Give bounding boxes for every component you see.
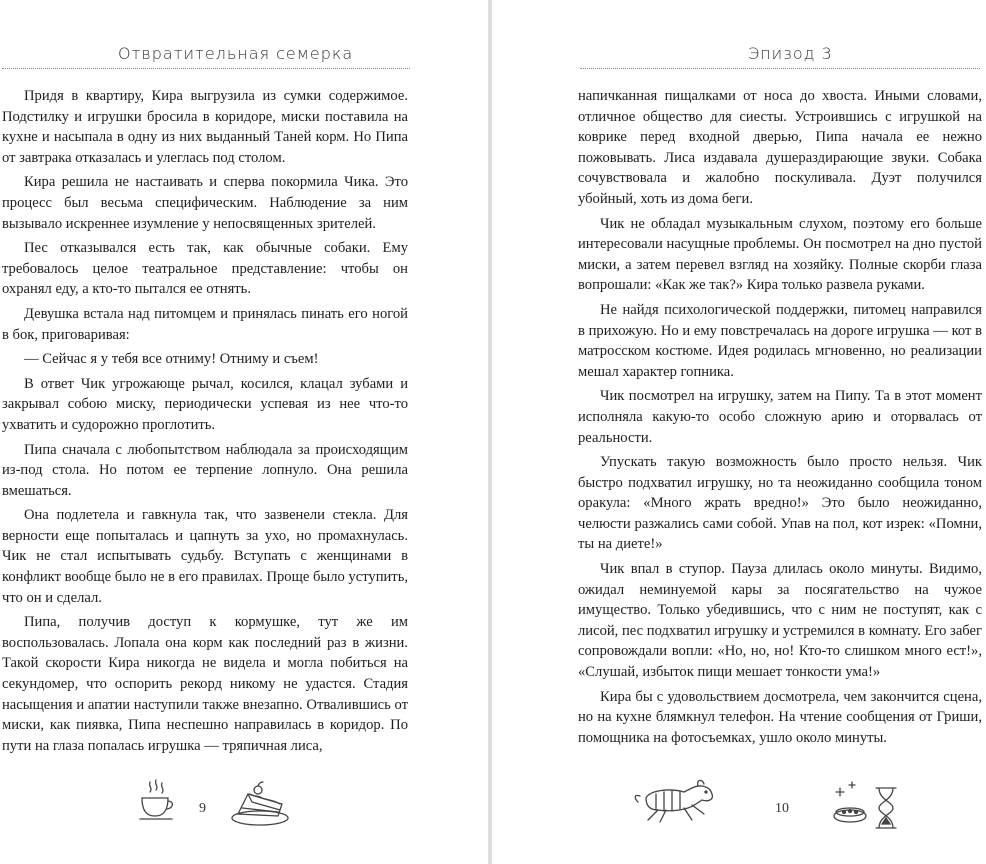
paragraph: Она подлетела и гавкнула так, что зазвенели стекла. Для верности еще попыталась и цапнуть за ухо, но промахнулась. Чик не стал испытывать судьбу. Вступать с женщинами в конфликт вообще было не в его правилах. Проще было уступить, что он и сделал. xyxy=(2,507,408,606)
header-dotted-rule xyxy=(580,68,980,69)
paragraph: Кира решила не настаивать и сперва покормила Чика. Это процесс был весьма специфическим. Наблюдение за ним вызывало искреннее изумление у непосвященных зрителей. xyxy=(2,174,408,232)
page-number-left: 9 xyxy=(199,801,206,816)
paragraph: — Сейчас я у тебя все отниму! Отниму и съем! xyxy=(24,351,319,368)
running-head-right: Эпизод 3 xyxy=(748,44,833,63)
paragraph: Упускать такую возможность было просто нельзя. Чик быстро подхватил игрушку, но та неожиданно сообщила тоном оракула: «Много жрать вредно!» Это было неожиданно, челюсти разжались сами собой. Упав на пол, кот изрек: «Помни, ты на диете!» xyxy=(578,454,982,553)
hourglass-icon xyxy=(874,786,898,830)
paragraph: Придя в квартиру, Кира выгрузила из сумки содержимое. Подстилку и игрушки бросила в коридоре, миски поставила на кухне и насыпала в одну из них выданный Таней корм. Но Пипа от завтрака отказалась и улеглась под столом. xyxy=(2,88,408,166)
page-number-right: 10 xyxy=(775,801,789,816)
paragraph: Пес отказывался есть так, как обычные собаки. Ему требовалось целое театральное представление: чтобы он охранял еду, а кто-то пытался ее отнять. xyxy=(2,240,408,298)
paragraph: напичканная пищалками от носа до хвоста. Иными словами, отличное общество для сиесты. Устроившись с игрушкой на коврике перед входной дверью, Пипа начала ее нежно пожовывать. Лиса издавала душераздирающие звуки. Собака сочувствовала и жалобно поскуливала. Дуэт получился убойный, хоть из дома беги. xyxy=(578,88,982,207)
running-dog-icon xyxy=(632,776,722,828)
paragraph: Пипа, получив доступ к кормушке, тут же им воспользовалась. Лопала она корм как последний раз в жизни. Такой скорости Кира никогда не видела и могла побиться на секундомер, что оспорить рекорд никому не удастся. Стадия насыщения и апатии наступили также внезапно. Отвалившись от миски, как пиявка, Пипа неспешно направилась в коридор. По пути на глаза попалась игрушка — тряпичная лиса, xyxy=(2,614,408,754)
right-page-body xyxy=(578,86,982,752)
running-head-left: Отвратительная семерка xyxy=(118,44,354,63)
header-dotted-rule xyxy=(2,68,410,69)
cake-slice-icon xyxy=(230,780,296,828)
paragraph: Чик впал в ступор. Пауза длилась около минуты. Видимо, ожидал неминуемой кары за посягательство на чужое имущество. Только убедившись, что с ним не поступят, как с лисой, пес подхватил игрушку и устремился в комнату. Его забег сопровождали вопли: «Но, но, но! Кто-то слишком много ест!», «Слушай, избыток пищи мешает тонкости ума!» xyxy=(578,561,982,681)
paragraph: В ответ Чик угрожающе рычал, косился, клацал зубами и закрывал собою миску, периодически успевая из нее что-то ухватить и судорожно проглотить. xyxy=(2,375,408,433)
left-page xyxy=(0,0,488,864)
right-page xyxy=(492,0,986,864)
left-page-body xyxy=(2,86,408,760)
food-bowl-icon xyxy=(830,778,872,830)
paragraph: Чик не обладал музыкальным слухом, поэтому его больше интересовали насущные проблемы. Он посмотрел на дно пустой миски, а затем перевел взгляд на хозяйку. Полные скорби глаза вопрошали: «Как же так?» Кира только развела руками. xyxy=(578,215,982,294)
paragraph: Чик посмотрел на игрушку, затем на Пипу. Та в этот момент исполняла какую-то особо сложную арию и оторвалась от реальности. xyxy=(578,388,982,446)
paragraph: Кира бы с удовольствием досмотрела, чем закончится сцена, но на кухне блямкнул телефон. На чтение сообщения от Гриши, помощника на фотосъемках, ушло около минуты. xyxy=(578,688,982,746)
paragraph: Не найдя психологической поддержки, питомец направился в прихожую. Но и ему повстречалась на дороге игрушка — кот в матросском костюме. Идея родилась мгновенно, но реализации мешал характер гопника. xyxy=(578,301,982,380)
paragraph: Девушка встала над питомцем и принялась пинать его ногой в бок, приговаривая: xyxy=(2,305,408,343)
coffee-cup-icon xyxy=(138,778,178,822)
paragraph: Пипа сначала с любопытством наблюдала за происходящим из-под стола. Но потом ее терпение лопнуло. Она решила вмешаться. xyxy=(2,441,408,499)
